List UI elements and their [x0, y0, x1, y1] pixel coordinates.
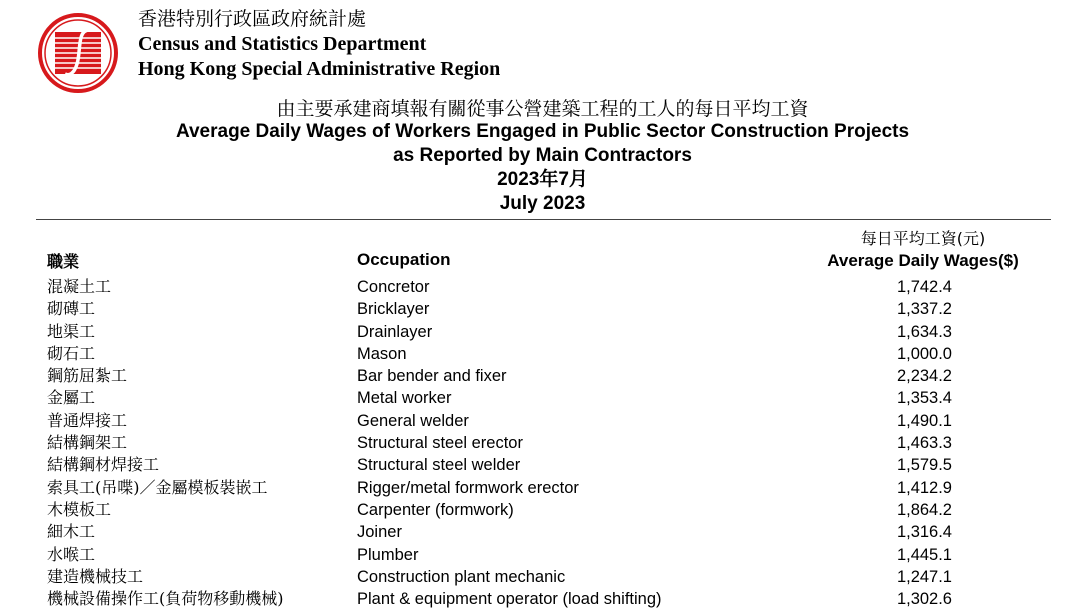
occupation-en: Joiner	[357, 523, 402, 542]
table-row	[0, 566, 1080, 588]
daily-wage: 1,864.2	[896, 500, 952, 519]
daily-wage: 1,302.6	[896, 590, 952, 609]
occupation-zh: 砌石工	[47, 343, 96, 363]
occupation-en: Drainlayer	[357, 322, 433, 341]
daily-wage: 1,247.1	[896, 567, 952, 586]
occupation-en: General welder	[357, 411, 469, 430]
column-header-wage-zh: 每日平均工資(元)	[860, 229, 986, 248]
region-name-en: Hong Kong Special Administrative Region	[138, 58, 501, 80]
table-row	[0, 477, 1080, 499]
table-row	[0, 321, 1080, 343]
header-divider	[36, 219, 1051, 220]
daily-wage: 1,742.4	[896, 278, 952, 296]
occupation-en: Concretor	[357, 278, 430, 296]
occupation-en: Mason	[357, 344, 407, 363]
table-row	[0, 454, 1080, 476]
table-row	[0, 365, 1080, 387]
occupation-en: Bricklayer	[357, 300, 430, 319]
daily-wage: 1,353.4	[896, 389, 952, 408]
daily-wage: 1,337.2	[896, 300, 952, 319]
table-row	[0, 588, 1080, 610]
column-header-wage-en: Average Daily Wages($)	[827, 251, 1019, 270]
occupation-en: Structural steel erector	[357, 434, 523, 453]
report-title-block	[0, 97, 1080, 216]
table-row	[0, 298, 1080, 320]
daily-wage: 2,234.2	[896, 367, 952, 386]
table-row	[0, 544, 1080, 566]
occupation-en: Plumber	[357, 545, 419, 564]
occupation-zh: 機械設備操作工(負荷物移動機械)	[47, 589, 284, 609]
occupation-zh: 索具工(吊喋)／金屬模板裝嵌工	[47, 477, 268, 497]
occupation-en: Bar bender and fixer	[357, 367, 507, 386]
occupation-zh: 結構鋼架工	[47, 433, 128, 453]
table-row	[0, 410, 1080, 432]
occupation-zh: 建造機械技工	[47, 566, 144, 586]
daily-wage: 1,463.3	[896, 434, 952, 453]
daily-wage: 1,000.0	[896, 344, 952, 363]
table-row	[0, 276, 1080, 298]
report-title-en-line2: as Reported by Main Contractors	[393, 145, 692, 166]
occupation-en: Plant & equipment operator (load shifting)	[357, 590, 662, 609]
table-row	[0, 432, 1080, 454]
occupation-en: Structural steel welder	[357, 456, 521, 475]
occupation-zh: 金屬工	[47, 388, 96, 408]
daily-wage: 1,316.4	[896, 523, 952, 542]
department-header	[138, 8, 500, 82]
occupation-zh: 砌磚工	[47, 299, 96, 319]
table-row	[0, 521, 1080, 543]
department-name-en: Census and Statistics Department	[138, 33, 427, 55]
occupation-zh: 混凝土工	[47, 277, 112, 296]
occupation-zh: 鋼筋屈紮工	[47, 366, 128, 386]
report-period-zh: 2023年7月	[497, 169, 588, 190]
occupation-en: Construction plant mechanic	[357, 567, 566, 586]
occupation-zh: 結構鋼材焊接工	[47, 455, 160, 475]
table-row	[0, 387, 1080, 409]
column-header-occupation-zh: 職業	[47, 252, 80, 271]
column-header-occupation-en: Occupation	[357, 250, 451, 269]
wage-table-body	[0, 276, 1080, 610]
daily-wage: 1,445.1	[896, 545, 952, 564]
occupation-en: Rigger/metal formwork erector	[357, 478, 579, 497]
daily-wage: 1,490.1	[896, 411, 952, 430]
occupation-zh: 木模板工	[47, 499, 112, 519]
daily-wage: 1,412.9	[896, 478, 952, 497]
census-department-logo	[37, 12, 119, 94]
table-row	[0, 499, 1080, 521]
occupation-zh: 普通焊接工	[47, 410, 128, 430]
occupation-zh: 地渠工	[47, 321, 96, 341]
occupation-en: Carpenter (formwork)	[357, 500, 514, 519]
daily-wage: 1,634.3	[896, 322, 952, 341]
report-title-en-line1: Average Daily Wages of Workers Engaged in Public Sector Construction Projects	[175, 121, 910, 142]
report-period-en: July 2023	[499, 193, 586, 214]
occupation-zh: 細木工	[47, 522, 96, 542]
department-name-zh: 香港特別行政區政府統計處	[138, 9, 367, 30]
report-title-zh: 由主要承建商填報有關從事公營建築工程的工人的每日平均工資	[276, 98, 809, 120]
table-row	[0, 343, 1080, 365]
occupation-en: Metal worker	[357, 389, 452, 408]
daily-wage: 1,579.5	[896, 456, 952, 475]
column-header-wage	[810, 228, 1036, 272]
occupation-zh: 水喉工	[47, 544, 96, 564]
